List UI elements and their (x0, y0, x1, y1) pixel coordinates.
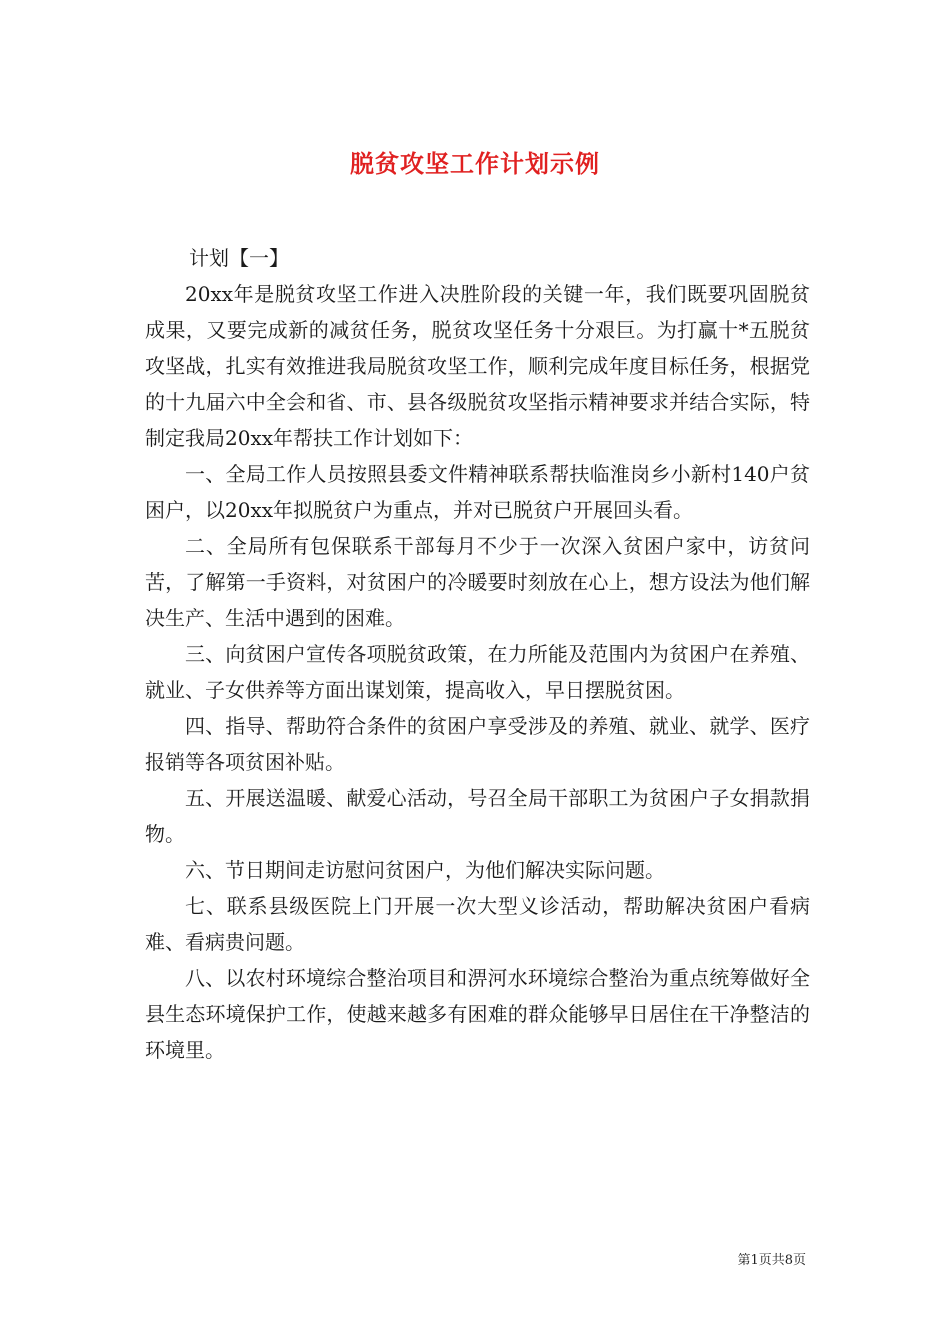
document-body (145, 240, 810, 1068)
section-heading: 计划【一】 (189, 246, 289, 270)
paragraph-item-2: 二、全局所有包保联系干部每月不少于一次深入贫困户家中，访贫问苦，了解第一手资料，对贫困户的冷暖要时刻放在心上，想方设法为他们解决生产、生活中遇到的困难。 (145, 534, 810, 630)
paragraph-item-3: 三、向贫困户宣传各项脱贫政策，在力所能及范围内为贫困户在养殖、就业、子女供养等方面出谋划策，提高收入，早日摆脱贫困。 (145, 642, 810, 702)
page-title: 脱贫攻坚工作计划示例 (350, 149, 600, 179)
paragraph-item-7: 七、联系县级医院上门开展一次大型义诊活动，帮助解决贫困户看病难、看病贵问题。 (145, 894, 810, 954)
paragraph-item-8: 八、以农村环境综合整治项目和淠河水环境综合整治为重点统筹做好全县生态环境保护工作，使越来越多有困难的群众能够早日居住在干净整洁的环境里。 (145, 966, 810, 1062)
paragraph-item-1: 一、全局工作人员按照县委文件精神联系帮扶临淮岗乡小新村140户贫困户，以20xx年拟脱贫户为重点，并对已脱贫户开展回头看。 (145, 462, 810, 522)
paragraph-item-5: 五、开展送温暖、献爱心活动，号召全局干部职工为贫困户子女捐款捐物。 (145, 786, 810, 846)
paragraph-item-4: 四、指导、帮助符合条件的贫困户享受涉及的养殖、就业、就学、医疗报销等各项贫困补贴。 (145, 714, 810, 774)
paragraph-intro: 20xx年是脱贫攻坚工作进入决胜阶段的关键一年，我们既要巩固脱贫成果，又要完成新的减贫任务，脱贫攻坚任务十分艰巨。为打赢十*五脱贫攻坚战，扎实有效推进我局脱贫攻坚工作，顺利完成年度目标任务，根据党的十九届六中全会和省、市、县各级脱贫攻坚指示精神要求并结合实际，特制定我局20xx年帮扶工作计划如下： (145, 282, 810, 450)
page-number: 第1页共8页 (737, 1253, 806, 1268)
paragraph-item-6: 六、节日期间走访慰问贫困户，为他们解决实际问题。 (185, 858, 665, 882)
